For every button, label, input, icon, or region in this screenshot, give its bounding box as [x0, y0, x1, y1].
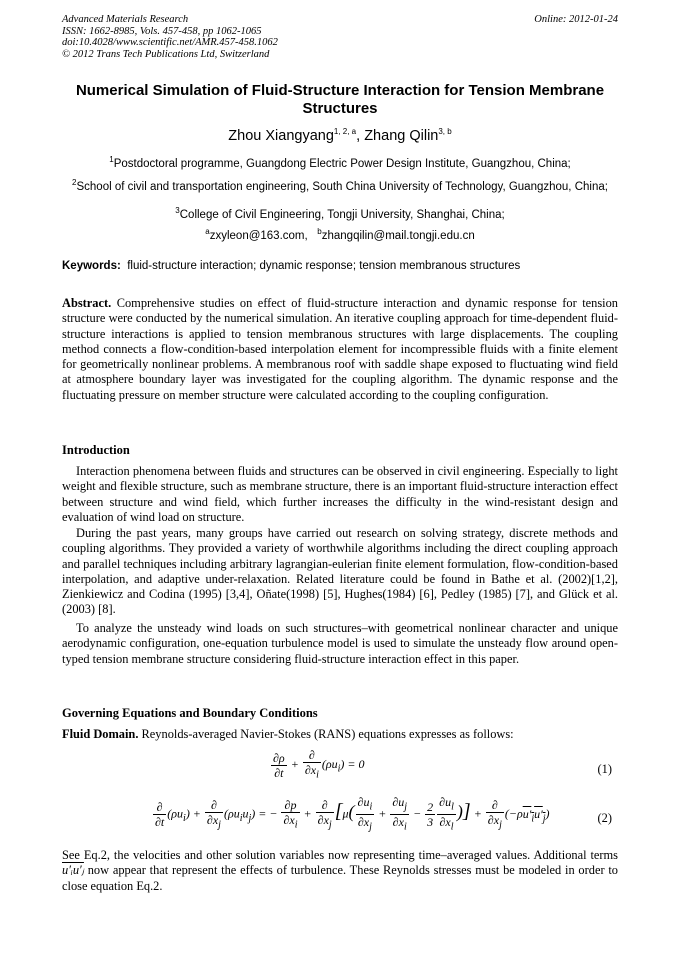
- fluid-domain-text: Reynolds-averaged Navier-Stokes (RANS) equations expresses as follows:: [141, 727, 514, 741]
- email-b: zhangqilin@mail.tongji.edu.cn: [321, 229, 475, 242]
- email-a: zxyleon@163.com,: [209, 229, 308, 242]
- intro-paragraph-1: Interaction phenomena between fluids and structures can be observed in civil engineering. Especially to light weight and flexible structure, such as membrane structure, there is an important fluid-structure interaction effect between structure and wind field, which further increases the difficulty in the wind-resistant design and evaluation of wind load on structure.: [62, 464, 618, 524]
- fluid-domain-label: Fluid Domain.: [62, 727, 139, 741]
- fluid-domain-paragraph: [62, 727, 618, 742]
- reynolds-stress-term: u′ᵢu′ⱼ: [62, 863, 84, 878]
- issn-line: ISSN: 1662-8985, Vols. 457-458, pp 1062-1065: [62, 25, 262, 37]
- after-eq-text-b: now appear that represent the effects of turbulence. These Reynolds stresses must be modeled in order to close equation Eq.2.: [62, 863, 618, 893]
- affiliation-2: [62, 176, 618, 194]
- paper-title: Numerical Simulation of Fluid-Structure Interaction for Tension Membrane Structures: [75, 82, 605, 117]
- intro-paragraph-2: During the past years, many groups have carried out research on solving strategy, discrete methods and coupling algorithms. They provided a variety of worthwhile algorithms including the direct coupling approach and parallel techniques including arbitrary lagrangian-eulerian finite element formulation, flow-condition-based interpolation, and adaptive under-relaxation. Related literature could be found in Bathe et al. (2002)[1,2], Zienkiewicz and Codina (1995) [3,4], Oñate(1998) [5], Hughes(1984) [6], Pedley (1985) [7], and Glück et al. (2003) [8].: [62, 526, 618, 617]
- after-equation-paragraph: [62, 848, 618, 894]
- affiliation-1: [62, 153, 618, 171]
- author-line: [62, 127, 618, 144]
- aff3-sup: 3: [175, 206, 180, 215]
- equation-1-number: (1): [597, 762, 612, 776]
- abstract-label: Abstract.: [62, 296, 112, 310]
- journal-header: [62, 14, 618, 60]
- keywords-text: fluid-structure interaction; dynamic response; tension membranous structures: [127, 260, 521, 272]
- keywords: [62, 260, 618, 272]
- email-b-sup: b: [317, 227, 322, 236]
- author-2-sup: 3, b: [438, 127, 452, 136]
- aff1-sup: 1: [109, 155, 114, 164]
- affiliation-3: [62, 204, 618, 222]
- email-line: [62, 225, 618, 243]
- abstract-text: Comprehensive studies on effect of fluid-structure interaction and dynamic response for tension structure were conducted by the numerical simulation. An iterative coupling approach for time-dependent fluid-structure interactions is applied to tension membranous structures with large displacements. The coupling method connects a flow-condition-based interpolation element for incompressible fluids with a finite element for geometrically nonlinear problems. A membranous roof with saddle shape exposed to fluctuating wind field at atmosphere boundary layer was investigated for the coupling algorithm. The dynamic response and the fluctuating pressure on member structure were calculated according to the coupling configuration.: [62, 296, 618, 402]
- introduction-heading: Introduction: [62, 443, 130, 457]
- author-1-sup: 1, 2, a: [333, 127, 357, 136]
- equation-1: $\frac{\partial\rho}{\partial t}$ + $\frac{\partial}{\partial x_i}$ $(\rho u_i) = 0$: [273, 748, 365, 781]
- doi-line: doi:10.4028/www.scientific.net/AMR.457-458.1062: [62, 37, 278, 48]
- author-separator: ,: [356, 127, 365, 144]
- copyright-line: © 2012 Trans Tech Publications Ltd, Switzerland: [62, 48, 270, 60]
- equation-2: $\frac{\partial}{\partial t}$ $(\rho u_i)$ + $\frac{\partial}{\partial x_j}$ $(\rho u_iu_j)$ = − $\frac{\partial p}{\partial x_i}$ + $\frac{\partial}{\partial x_j}$ [μ( $\frac{\partial u_i}{\partial x_j}$ + $\frac{\partial u_j}{\partial x_i}$ − $\frac{2}{3}$ $\frac{\partial u_l}{\partial x_l}$ )] + $\frac{\partial}{\partial x_j}$ $(-\rho u'_iu'_j)$: [155, 795, 550, 833]
- journal-name: Advanced Materials Research: [62, 14, 189, 25]
- aff3-text: College of Civil Engineering, Tongji University, Shanghai, China;: [179, 208, 505, 221]
- author-1: Zhou Xiangyang: [228, 127, 334, 144]
- governing-heading: Governing Equations and Boundary Conditions: [62, 706, 318, 720]
- email-a-sup: a: [205, 227, 210, 236]
- author-2: Zhang Qilin: [364, 127, 439, 144]
- after-eq-text-a: See Eq.2, the velocities and other solution variables now representing time–averaged values. Additional terms: [62, 848, 618, 862]
- aff2-sup: 2: [72, 178, 77, 187]
- equation-2-number: (2): [597, 811, 612, 825]
- intro-paragraph-3: To analyze the unsteady wind loads on such structures–with geometrical nonlinear character and unique aerodynamic configuration, one-equation turbulence model is used to simulate the unsteady flow around open-typed tension membrane structure considering fluid-structure interaction effect in this paper.: [62, 621, 618, 666]
- aff1-text: Postdoctoral programme, Guangdong Electric Power Design Institute, Guangzhou, China;: [113, 157, 571, 170]
- online-date: Online: 2012-01-24: [534, 14, 618, 25]
- abstract: [62, 296, 618, 403]
- aff2-text: School of civil and transportation engineering, South China University of Technology, Guangzhou, China;: [76, 180, 608, 193]
- keywords-label: Keywords:: [62, 260, 121, 272]
